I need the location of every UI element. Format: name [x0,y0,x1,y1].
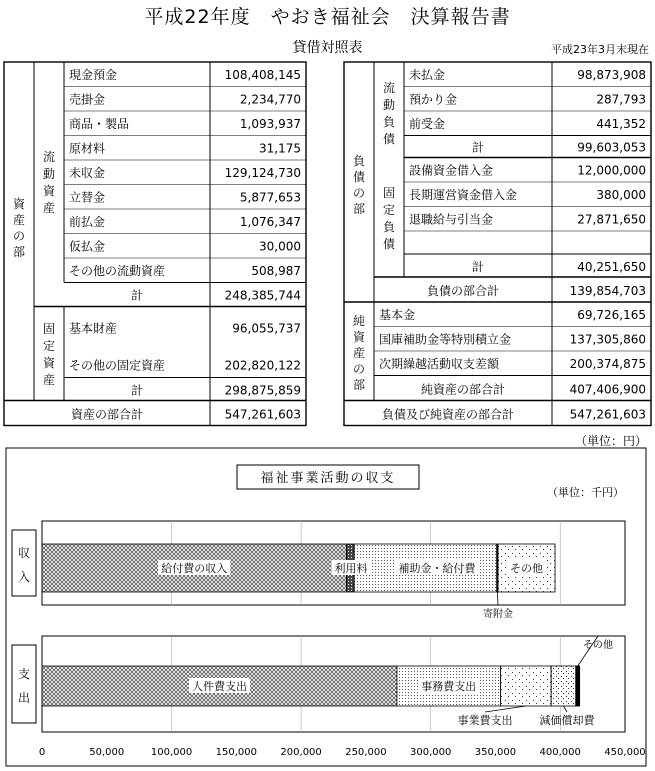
current-liabilities-subtotal-value: 99,603,053 [577,140,646,155]
net-assets-section-label: 純資産の部 [352,314,366,392]
asset-item-value: 30,000 [259,239,301,254]
net-assets-total-label: 純資産の部合計 [420,382,506,397]
segment-label: その他 [583,640,613,651]
x-tick-label: 250,000 [345,747,387,758]
liabilities-total-value: 139,854,703 [569,284,646,298]
liability-item-name: 設備資金借入金 [409,163,494,178]
asset-item-name: 未収金 [69,166,106,180]
fixed-liabilities-subtotal-label: 計 [471,260,485,274]
x-tick-label: 450,000 [604,747,646,758]
liability-item-value: 12,000,000 [577,163,646,178]
asset-item-name: 現金預金 [69,68,118,82]
asset-item-name: 仮払金 [69,239,106,254]
fixed-assets-subtotal-value: 298,875,859 [224,383,301,398]
asset-item-value: 202,820,122 [224,358,301,373]
net-assets-total-value: 407,406,900 [569,382,646,397]
segment-label: 事業費支出 [457,714,513,727]
asset-item-value: 31,175 [259,141,301,156]
asset-item-value: 1,076,347 [239,215,301,229]
net-asset-item-name: 基本金 [379,308,416,322]
fixed-assets-subtotal-label: 計 [130,383,144,398]
row-label: 支出 [17,667,31,705]
bar-segment [501,666,552,706]
fixed-assets-label: 固定資産 [42,322,56,387]
asset-item-name: 原材料 [69,141,106,156]
assets-total-label: 資産の部合計 [70,407,144,422]
grand-total-label: 負債及び純資産の部合計 [381,407,515,422]
grand-total-value: 547,261,603 [569,407,646,422]
segment-label: 給付費の収入 [161,562,228,575]
income-expense-chart [0,440,655,771]
current-assets-subtotal-label: 計 [130,288,144,303]
liability-item-value: 441,352 [596,117,646,131]
liability-item-name: 未払金 [409,68,446,82]
liability-item-value: 27,871,650 [577,212,646,227]
x-tick-label: 0 [38,747,46,758]
bar-segment [551,666,576,706]
liability-item-value: 98,873,908 [577,68,646,82]
asset-item-name: 基本財産 [69,321,118,336]
asset-item-value: 2,234,770 [239,92,301,107]
page-title: 平成22年度 やおき福祉会 決算報告書 [144,6,511,28]
liabilities-section-label: 負債の部 [352,154,366,216]
chart-unit: （単位：千円） [547,486,624,499]
asset-item-name: その他の固定資産 [69,358,166,373]
liability-item-name: 預かり金 [409,92,458,107]
row-label: 収入 [17,546,31,584]
leader-line [485,706,526,712]
x-tick-label: 200,000 [280,747,322,758]
segment-label: 補助金・給付費 [398,562,476,575]
as-of-date: 平成23年3月末現在 [551,43,649,56]
fixed-liabilities-label: 固定負債 [382,186,396,251]
x-tick-label: 400,000 [539,747,581,758]
bar-segment [576,666,580,706]
asset-item-name: 売掛金 [69,92,106,107]
row-label-box [12,530,36,596]
current-assets-label: 流動資産 [42,150,56,215]
segment-label: 減価償却費 [539,714,595,727]
x-tick-label: 50,000 [89,747,125,758]
segment-label: 利用料 [334,562,368,575]
liability-item-value: 380,000 [596,188,646,202]
asset-item-name: その他の流動資産 [69,264,166,278]
current-liabilities-label: 流動負債 [382,81,396,146]
current-assets-subtotal-value: 248,385,744 [224,288,301,303]
assets-total-value: 547,261,603 [224,407,301,422]
net-asset-item-name: 次期繰越活動収支差額 [379,357,500,371]
segment-label: その他 [510,562,544,575]
chart-title: 福祉事業活動の収支 [260,471,396,486]
segment-label: 寄附金 [483,609,513,620]
asset-item-name: 前払金 [69,215,106,229]
liabilities-total-label: 負債の部合計 [426,284,500,298]
x-tick-label: 350,000 [474,747,517,758]
segment-label: 人件費支出 [191,680,247,693]
asset-item-value: 508,987 [251,264,301,278]
asset-item-value: 96,055,737 [232,321,301,336]
current-liabilities-subtotal-label: 計 [471,140,485,155]
table-unit: （単位：円） [574,434,647,448]
liability-item-name: 長期運営資金借入金 [409,188,518,202]
sheet-title: 貸借対照表 [292,40,363,56]
x-tick-label: 300,000 [409,747,452,758]
asset-item-value: 108,408,145 [224,68,301,82]
segment-label: 事務費支出 [421,680,477,693]
net-asset-item-name: 国庫補助金等特別積立金 [379,332,512,347]
asset-item-name: 商品・製品 [69,117,130,131]
x-tick-label: 100,000 [150,747,193,758]
asset-item-value: 1,093,937 [239,117,301,131]
net-asset-item-value: 137,305,860 [569,332,646,347]
asset-item-name: 立替金 [69,190,106,205]
x-tick-label: 150,000 [215,747,258,758]
liability-item-name: 前受金 [409,117,446,131]
leader-line [563,706,567,712]
row-label-box [12,645,36,723]
asset-item-value: 129,124,730 [224,166,301,180]
liability-item-value: 287,793 [596,92,646,107]
assets-section-label: 資産の部 [12,197,26,259]
net-asset-item-value: 200,374,875 [569,357,646,371]
asset-item-value: 5,877,653 [239,190,301,205]
leader-line [497,592,498,605]
fixed-liabilities-subtotal-value: 40,251,650 [577,260,646,274]
liability-item-name: 退職給与引当金 [409,212,494,227]
net-asset-item-value: 69,726,165 [577,308,646,322]
